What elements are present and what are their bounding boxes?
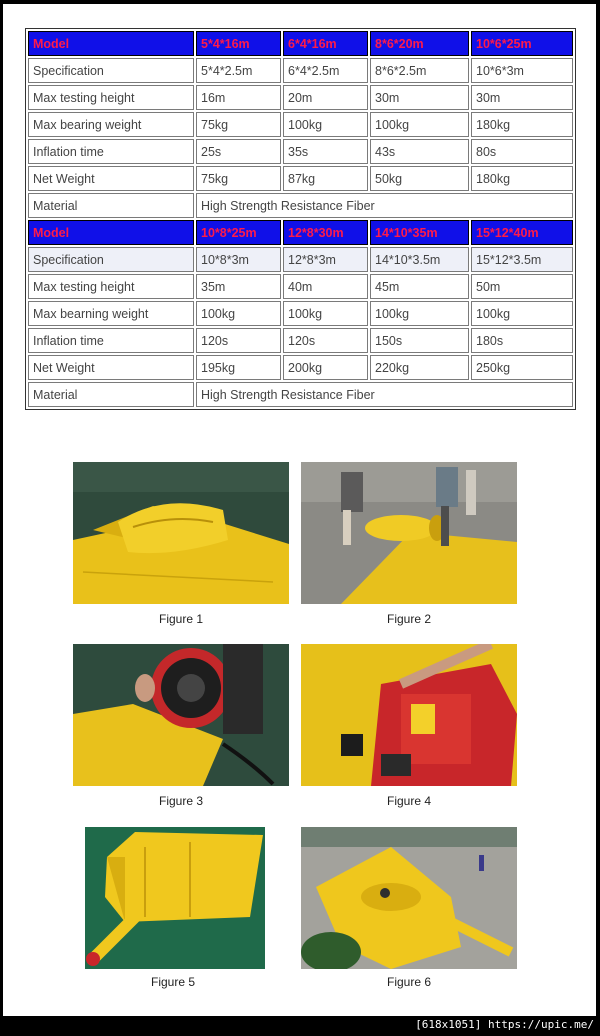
row-label: Max bearning weight xyxy=(28,301,194,326)
table-cell: 100kg xyxy=(471,301,573,326)
table-cell: 8*6*2.5m xyxy=(370,58,469,83)
product-page xyxy=(3,4,596,1016)
material-value: High Strength Resistance Fiber xyxy=(196,193,573,218)
table-row xyxy=(28,328,573,353)
table-cell: 15*12*3.5m xyxy=(471,247,573,272)
figure-1-photo xyxy=(73,462,289,604)
row-label: Max testing height xyxy=(28,85,194,110)
figure-6-caption: Figure 6 xyxy=(386,975,432,989)
figure-3-photo xyxy=(73,644,289,786)
table-cell: 195kg xyxy=(196,355,281,380)
table-cell: 12*8*3m xyxy=(283,247,368,272)
table-cell: 150s xyxy=(370,328,469,353)
table-cell: 250kg xyxy=(471,355,573,380)
table-cell: 20m xyxy=(283,85,368,110)
table-cell: 6*4*2.5m xyxy=(283,58,368,83)
table-row-material xyxy=(28,193,573,218)
header-cell: 6*4*16m xyxy=(283,31,368,56)
table-cell: 45m xyxy=(370,274,469,299)
row-label: Material xyxy=(28,193,194,218)
table-cell: 220kg xyxy=(370,355,469,380)
row-label: Net Weight xyxy=(28,166,194,191)
table-cell: 25s xyxy=(196,139,281,164)
table-cell: 180s xyxy=(471,328,573,353)
table-cell: 50kg xyxy=(370,166,469,191)
table-row xyxy=(28,58,573,83)
table-cell: 100kg xyxy=(370,112,469,137)
header-cell: 10*6*25m xyxy=(471,31,573,56)
table-row xyxy=(28,301,573,326)
table-cell: 120s xyxy=(196,328,281,353)
table-cell: 100kg xyxy=(283,301,368,326)
table-cell: 40m xyxy=(283,274,368,299)
header-cell: Model xyxy=(28,31,194,56)
table-cell: 80s xyxy=(471,139,573,164)
table-row xyxy=(28,247,573,272)
table-header-row xyxy=(28,31,573,56)
table-cell: 200kg xyxy=(283,355,368,380)
figure-3-caption: Figure 3 xyxy=(158,794,204,808)
material-value: High Strength Resistance Fiber xyxy=(196,382,573,407)
table-cell: 87kg xyxy=(283,166,368,191)
header-cell: 8*6*20m xyxy=(370,31,469,56)
row-label: Max testing height xyxy=(28,274,194,299)
table-header-row xyxy=(28,220,573,245)
row-label: Material xyxy=(28,382,194,407)
table-cell: 30m xyxy=(471,85,573,110)
table-cell: 30m xyxy=(370,85,469,110)
table-row xyxy=(28,355,573,380)
figure-2-photo xyxy=(301,462,517,604)
table-cell: 120s xyxy=(283,328,368,353)
table-cell: 100kg xyxy=(196,301,281,326)
row-label: Specification xyxy=(28,58,194,83)
figure-4-photo xyxy=(301,644,517,786)
table-row xyxy=(28,166,573,191)
table-cell: 16m xyxy=(196,85,281,110)
table-cell: 35m xyxy=(196,274,281,299)
header-cell: 5*4*16m xyxy=(196,31,281,56)
figure-5-photo xyxy=(85,827,265,969)
header-cell: 12*8*30m xyxy=(283,220,368,245)
table-cell: 75kg xyxy=(196,166,281,191)
table-cell: 50m xyxy=(471,274,573,299)
table-cell: 75kg xyxy=(196,112,281,137)
figure-5-caption: Figure 5 xyxy=(150,975,196,989)
table-cell: 10*6*3m xyxy=(471,58,573,83)
table-cell: 180kg xyxy=(471,166,573,191)
table-cell: 180kg xyxy=(471,112,573,137)
table-row xyxy=(28,85,573,110)
table-row-material xyxy=(28,382,573,407)
row-label: Inflation time xyxy=(28,139,194,164)
row-label: Specification xyxy=(28,247,194,272)
table-row xyxy=(28,274,573,299)
header-cell: 10*8*25m xyxy=(196,220,281,245)
spec-table xyxy=(25,28,576,410)
row-label: Inflation time xyxy=(28,328,194,353)
table-row xyxy=(28,139,573,164)
table-cell: 10*8*3m xyxy=(196,247,281,272)
header-cell: Model xyxy=(28,220,194,245)
image-host-watermark: [618x1051] https://upic.me/ xyxy=(415,1018,594,1031)
row-label: Net Weight xyxy=(28,355,194,380)
table-row xyxy=(28,112,573,137)
figure-1-caption: Figure 1 xyxy=(158,612,204,626)
row-label: Max bearing weight xyxy=(28,112,194,137)
figure-6-photo xyxy=(301,827,517,969)
figure-4-caption: Figure 4 xyxy=(386,794,432,808)
table-cell: 100kg xyxy=(370,301,469,326)
table-cell: 43s xyxy=(370,139,469,164)
table-cell: 100kg xyxy=(283,112,368,137)
header-cell: 15*12*40m xyxy=(471,220,573,245)
figure-2-caption: Figure 2 xyxy=(386,612,432,626)
table-cell: 5*4*2.5m xyxy=(196,58,281,83)
table-cell: 35s xyxy=(283,139,368,164)
header-cell: 14*10*35m xyxy=(370,220,469,245)
table-cell: 14*10*3.5m xyxy=(370,247,469,272)
